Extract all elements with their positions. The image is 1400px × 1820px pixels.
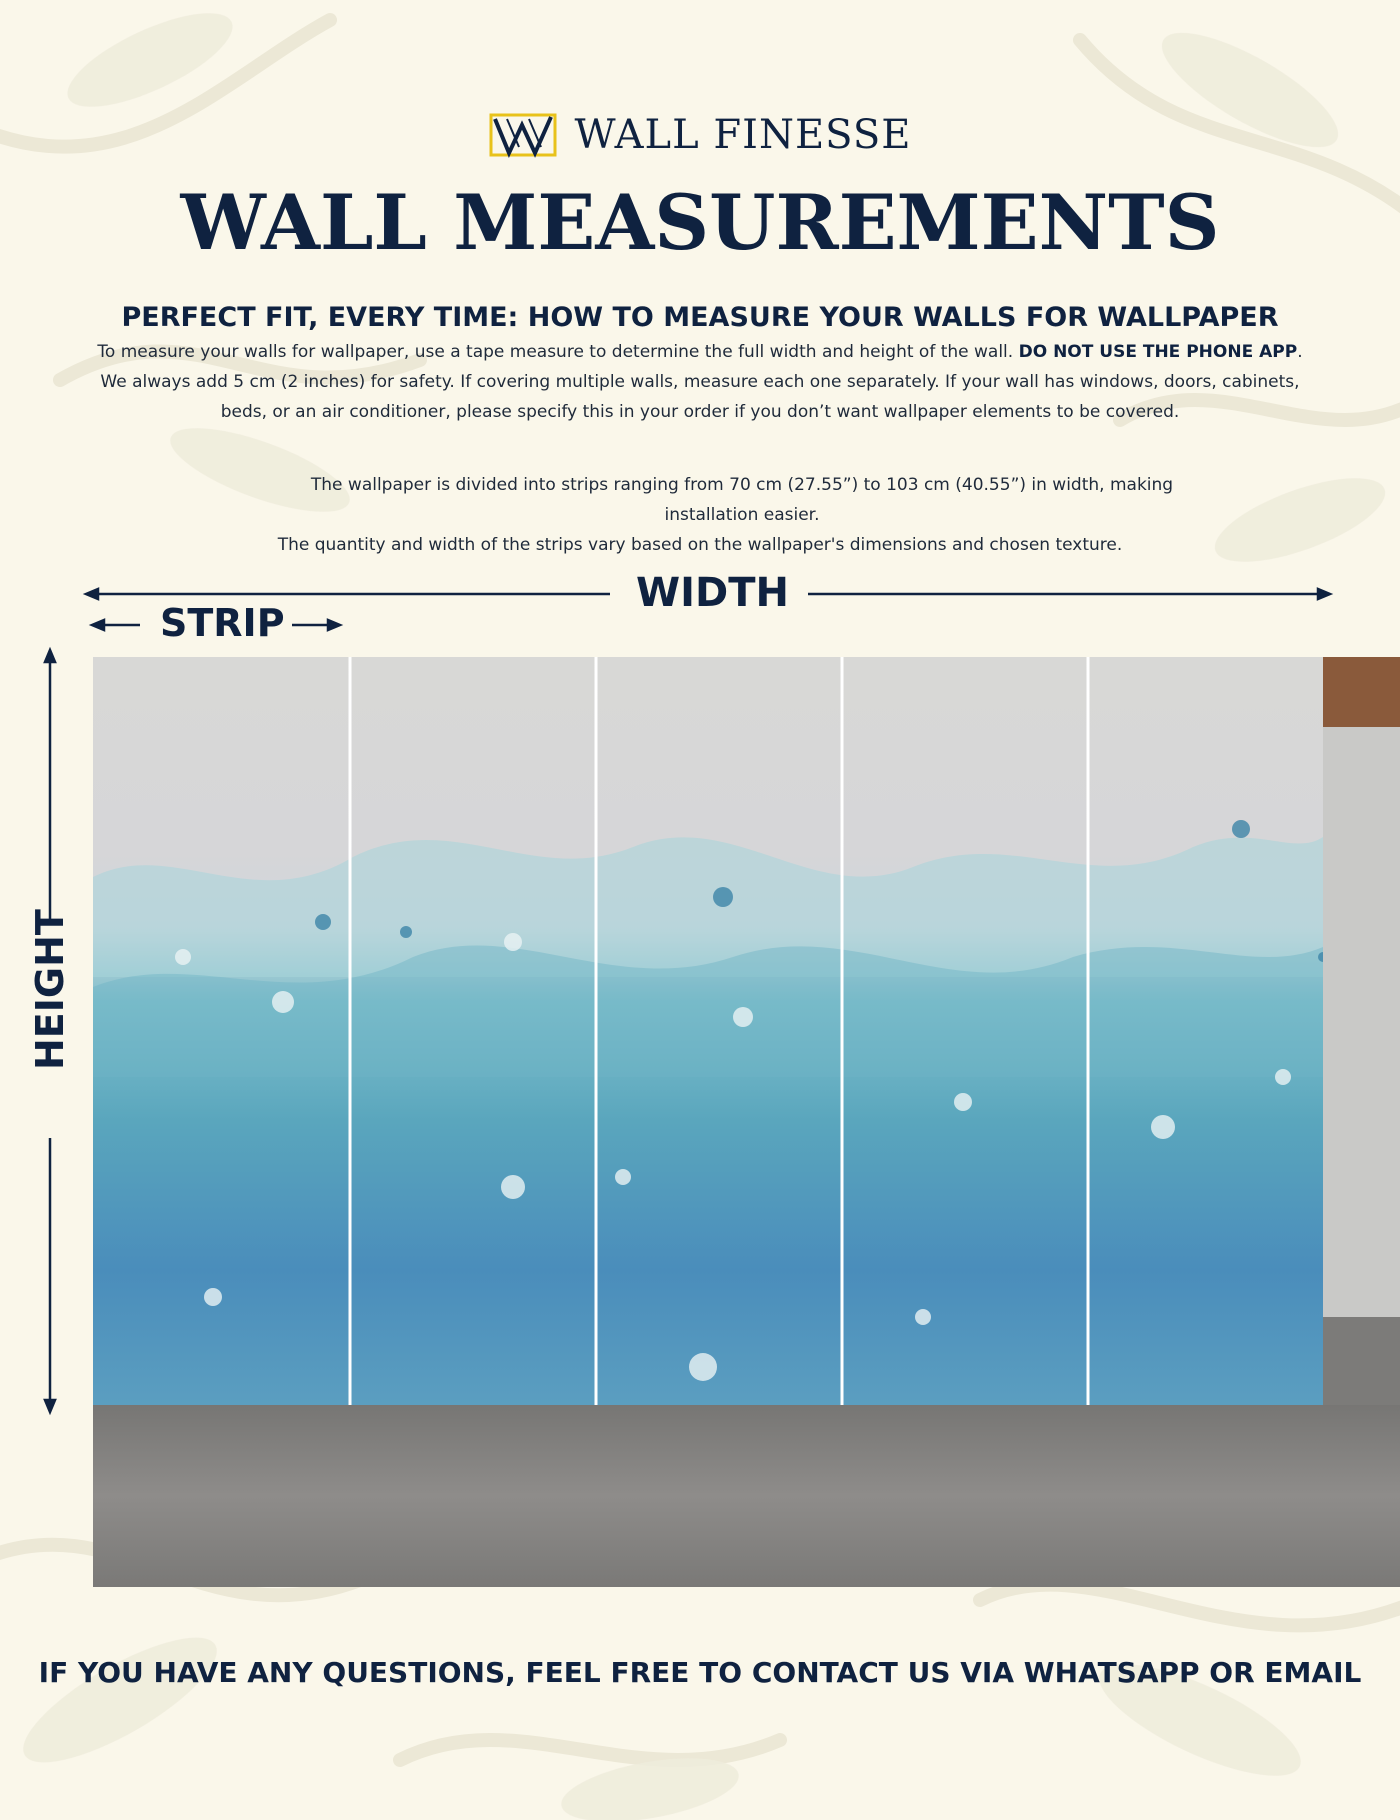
intro-text-part2: . We always add 5 cm (2 inches) for safety. If covering multiple walls, measure each one separately. If your wall has windows, doors, cabinets, beds, or an air conditioner, please specify this in your order if you don’t want wallpaper elements to be covered. xyxy=(100,342,1303,422)
page-title: WALL MEASUREMENTS xyxy=(180,178,1220,267)
strips-note xyxy=(200,470,1200,560)
strips-note-line1: The wallpaper is divided into strips ranging from 70 cm (27.55”) to 103 cm (40.55”) in width, making installation easier. xyxy=(310,475,1174,525)
intro-text-part1: To measure your walls for wallpaper, use a tape measure to determine the full width and height of the wall. xyxy=(97,342,1019,362)
intro-warning: DO NOT USE THE PHONE APP xyxy=(1018,342,1298,362)
intro-paragraph xyxy=(90,337,1310,427)
width-label: WIDTH xyxy=(636,570,789,616)
wallpaper-room-photo xyxy=(93,657,1400,1587)
page-subtitle: PERFECT FIT, EVERY TIME: HOW TO MEASURE YOUR WALLS FOR WALLPAPER xyxy=(121,302,1279,333)
strips-note-line2: The quantity and width of the strips vary based on the wallpaper's dimensions and chosen texture. xyxy=(277,535,1123,555)
wf-monogram-icon xyxy=(489,111,559,159)
strip-label: STRIP xyxy=(160,601,285,645)
height-label: HEIGHT xyxy=(28,909,72,1070)
brand-name: WALL FINESSE xyxy=(574,112,912,158)
contact-footer: IF YOU HAVE ANY QUESTIONS, FEEL FREE TO CONTACT US VIA WHATSAPP OR EMAIL xyxy=(38,1656,1362,1689)
brand-logo xyxy=(0,110,1400,160)
